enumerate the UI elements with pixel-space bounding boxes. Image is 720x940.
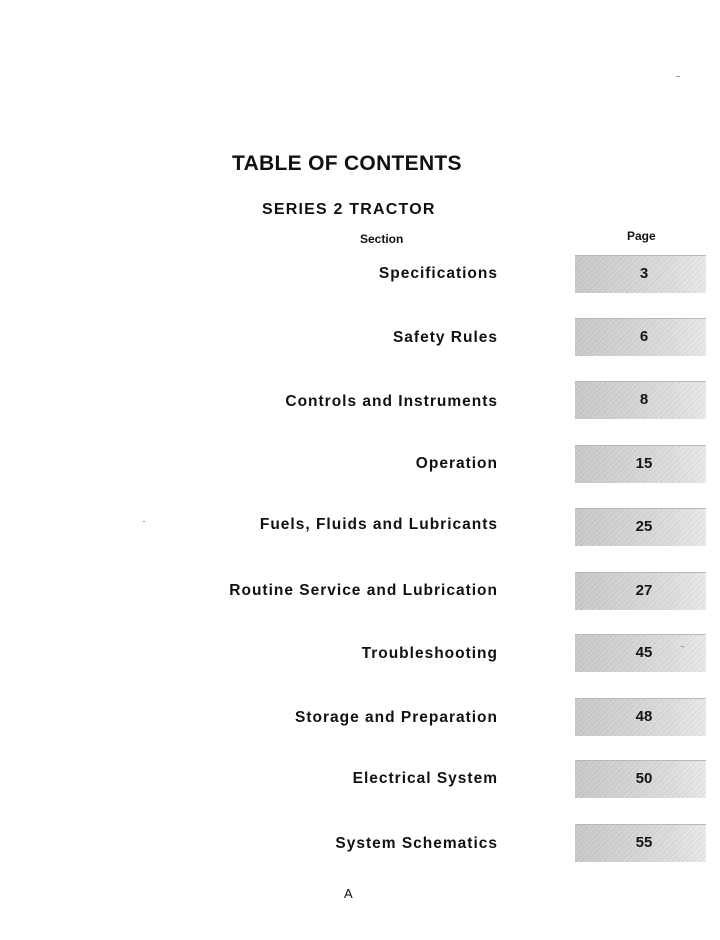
toc-entry-label[interactable]: Storage and Preparation	[294, 709, 498, 726]
page-tab	[575, 698, 706, 736]
toc-entry-label[interactable]: System Schematics	[335, 835, 498, 852]
toc-entry-label[interactable]: Electrical System	[352, 770, 498, 787]
page-number: 15	[635, 455, 653, 472]
scan-speck	[143, 521, 145, 522]
page-tab	[575, 381, 706, 419]
scan-speck	[676, 76, 680, 77]
page-number: 27	[635, 582, 653, 599]
page-tab	[575, 508, 706, 546]
page-number: 48	[635, 708, 653, 725]
page-footer-letter: A	[344, 886, 353, 901]
page-tab	[575, 824, 706, 862]
page-tab	[575, 634, 706, 672]
page-tab	[575, 572, 706, 610]
page-number: 3	[639, 265, 649, 282]
toc-entry-label[interactable]: Controls and Instruments	[285, 393, 498, 410]
toc-entry-label[interactable]: Fuels, Fluids and Lubricants	[259, 516, 498, 533]
page-tab	[575, 318, 706, 356]
section-column-header: Section	[360, 232, 404, 246]
page-number: 8	[639, 391, 649, 408]
page-tab	[575, 445, 706, 483]
page-tab	[575, 255, 706, 293]
page-number: 45	[635, 644, 653, 661]
page-tab	[575, 760, 706, 798]
page-number: 50	[635, 770, 653, 787]
page-title: TABLE OF CONTENTS	[232, 152, 462, 175]
toc-entry-label[interactable]: Safety Rules	[392, 329, 498, 346]
page-column-header: Page	[627, 229, 656, 243]
page-number: 25	[635, 518, 653, 535]
page-subtitle: SERIES 2 TRACTOR	[262, 201, 436, 218]
page-number: 6	[639, 328, 649, 345]
scan-speck	[681, 646, 684, 647]
toc-entry-label[interactable]: Routine Service and Lubrication	[229, 582, 498, 599]
toc-entry-label[interactable]: Operation	[415, 455, 498, 472]
page-number: 55	[635, 834, 653, 851]
toc-entry-label[interactable]: Troubleshooting	[361, 645, 498, 662]
toc-entry-label[interactable]: Specifications	[378, 265, 498, 282]
